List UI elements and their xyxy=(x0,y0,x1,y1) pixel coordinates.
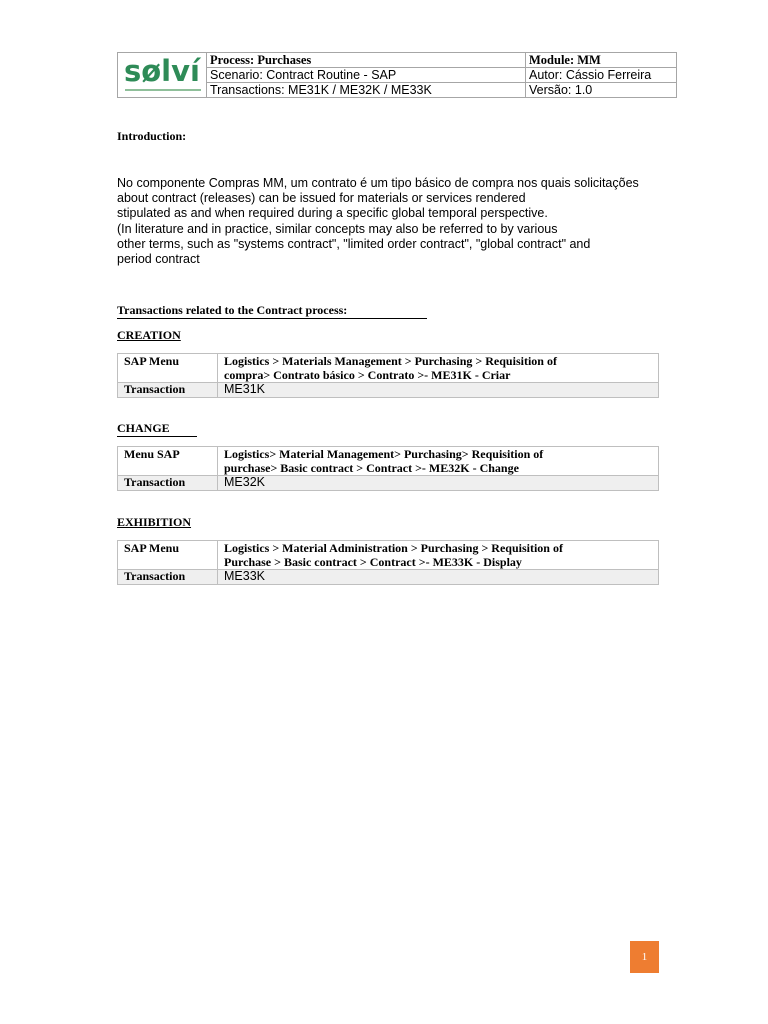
introduction-heading: Introduction: xyxy=(117,129,187,143)
menu-path-line: compra> Contrato básico > Contrato >- ME31K - Criar xyxy=(224,367,511,382)
menu-label-cell: Menu SAP xyxy=(118,447,218,476)
logo-wordmark: sølví xyxy=(124,54,200,88)
creation-heading xyxy=(117,328,179,343)
transactions-label: Transactions: ME31K / ME32K / ME33K xyxy=(207,83,526,98)
author-label: Autor: Cássio Ferreira xyxy=(526,68,677,83)
intro-line: (In literature and in practice, similar concepts may also be referred to by various xyxy=(117,221,558,236)
introduction-paragraph xyxy=(117,176,677,267)
transactions-heading-text: Transactions related to the Contract process: xyxy=(117,303,427,319)
logo-cell xyxy=(118,53,207,98)
exhibition-heading xyxy=(117,515,191,530)
intro-line: other terms, such as "systems contract", "limited order contract", "global contract" and xyxy=(117,236,591,251)
logo-tagline xyxy=(125,88,201,91)
version-label: Versão: 1.0 xyxy=(526,83,677,98)
menu-path-cell xyxy=(218,541,659,570)
change-table xyxy=(117,446,659,491)
transaction-label-cell: Transaction xyxy=(118,570,218,585)
section-title: EXHIBITION xyxy=(117,515,192,529)
menu-path-line: purchase> Basic contract > Contract >- ME32K - Change xyxy=(224,460,519,475)
document-header-table xyxy=(117,52,677,98)
solvi-logo xyxy=(118,53,206,97)
menu-path-line: Purchase > Basic contract > Contract >- ME33K - Display xyxy=(224,554,522,569)
transaction-label-cell: Transaction xyxy=(118,476,218,491)
process-label: Process: Purchases xyxy=(207,53,526,68)
exhibition-table xyxy=(117,540,659,585)
transaction-code-cell: ME33K xyxy=(218,570,659,585)
section-title: CREATION xyxy=(117,328,181,342)
module-label: Module: MM xyxy=(526,53,677,68)
menu-label-cell: SAP Menu xyxy=(118,354,218,383)
menu-path-cell xyxy=(218,354,659,383)
scenario-label: Scenario: Contract Routine - SAP xyxy=(207,68,526,83)
transaction-label-cell: Transaction xyxy=(118,383,218,398)
intro-line: about contract (releases) can be issued for materials or services rendered xyxy=(117,191,526,206)
transactions-heading xyxy=(117,303,427,319)
transaction-code-cell: ME32K xyxy=(218,476,659,491)
intro-line: No componente Compras MM, um contrato é um tipo básico de compra nos quais solicitações xyxy=(117,176,639,190)
menu-path-line: Logistics> Material Management> Purchasing> Requisition of xyxy=(224,447,544,461)
page-number-badge: 1 xyxy=(630,941,659,973)
menu-label-cell: SAP Menu xyxy=(118,541,218,570)
creation-table xyxy=(117,353,659,398)
transaction-code-cell: ME31K xyxy=(218,383,659,398)
section-title: CHANGE xyxy=(117,421,197,437)
intro-line: stipulated as and when required during a specific global temporal perspective. xyxy=(117,206,548,221)
intro-line: period contract xyxy=(117,252,200,267)
menu-path-cell xyxy=(218,447,659,476)
menu-path-line: Logistics > Material Administration > Purchasing > Requisition of xyxy=(224,541,563,555)
menu-path-line: Logistics > Materials Management > Purchasing > Requisition of xyxy=(224,354,557,368)
change-heading xyxy=(117,421,197,437)
